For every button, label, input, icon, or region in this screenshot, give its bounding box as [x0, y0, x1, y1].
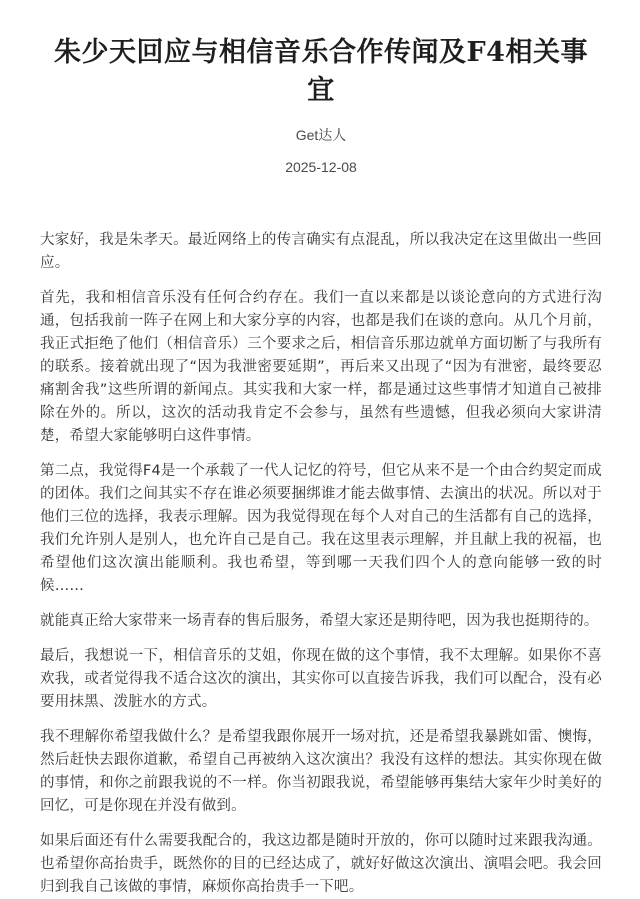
article-author[interactable]: Get达人 [295, 127, 347, 143]
article-title: 朱少天回应与相信音乐合作传闻及F4相关事宜 [54, 37, 588, 106]
article-date: 2025-12-08 [285, 159, 357, 175]
paragraph-second-point: 第二点，我觉得F4是一个承载了一代人记忆的符号，但它从来不是一个由合约契定而成的团体。我们之间其实不存在谁必须要捆绑谁才能去做事情、去演出的状况。所以对于他们三位的选择，我表示理解。因为我觉得现在每个人对自己的生活都有自己的选择，我们允许别人是别人，也允许自己是自己。我在这里表示理解，并且献上我的祝福，也希望他们这次演出能顺利。我也希望，等到哪一天我们四个人的意向能够一致的时候…… [40, 463, 602, 594]
article-body [40, 229, 602, 899]
paragraph-greeting: 大家好，我是朱孝天。最近网络上的传言确实有点混乱，所以我决定在这里做出一些回应。 [40, 232, 602, 271]
paragraph-final-point: 最后，我想说一下，相信音乐的艾姐，你现在做的这个事情，我不太理解。如果你不喜欢我，或者觉得我不适合这次的演出，其实你可以直接告诉我，我们可以配合，没有必要用抹黑、泼脏水的方式。 [40, 648, 602, 710]
paragraph-question: 我不理解你希望我做什么？是希望我跟你展开一场对抗，还是希望我暴跳如雷、懊悔，然后赶快去跟你道歉，希望自己再被纳入这次演出？我没有这样的想法。其实你现在做的事情，和你之前跟我说的不一样。你当初跟我说，希望能够再集结大家年少时美好的回忆，可是你现在并没有做到。 [40, 729, 602, 814]
paragraph-expectation: 就能真正给大家带来一场青春的售后服务，希望大家还是期待吧，因为我也挺期待的。 [40, 613, 599, 629]
paragraph-first-point: 首先，我和相信音乐没有任何合约存在。我们一直以来都是以谈论意向的方式进行沟通，包括我前一阵子在网上和大家分享的内容，也都是我们在谈的意向。从几个月前，我正式拒绝了他们（相信音乐）三个要求之后，相信音乐那边就单方面切断了与我所有的联系。接着就出现了“因为我泄密要延期”，再后来又出现了“因为有泄密，最终要忍痛割舍我”这些所谓的新闻点。其实我和大家一样，都是通过这些事情才知道自己被排除在外的。所以，这次的活动我肯定不会参与，虽然有些遗憾，但我必须向大家讲清楚，希望大家能够明白这件事情。 [40, 290, 602, 444]
paragraph-closing: 如果后面还有什么需要我配合的，我这边都是随时开放的，你可以随时过来跟我沟通。也希望你高抬贵手，既然你的目的已经达成了，就好好做这次演出、演唱会吧。我会回归到我自己该做的事情，麻烦你高抬贵手一下吧。 [40, 833, 602, 895]
